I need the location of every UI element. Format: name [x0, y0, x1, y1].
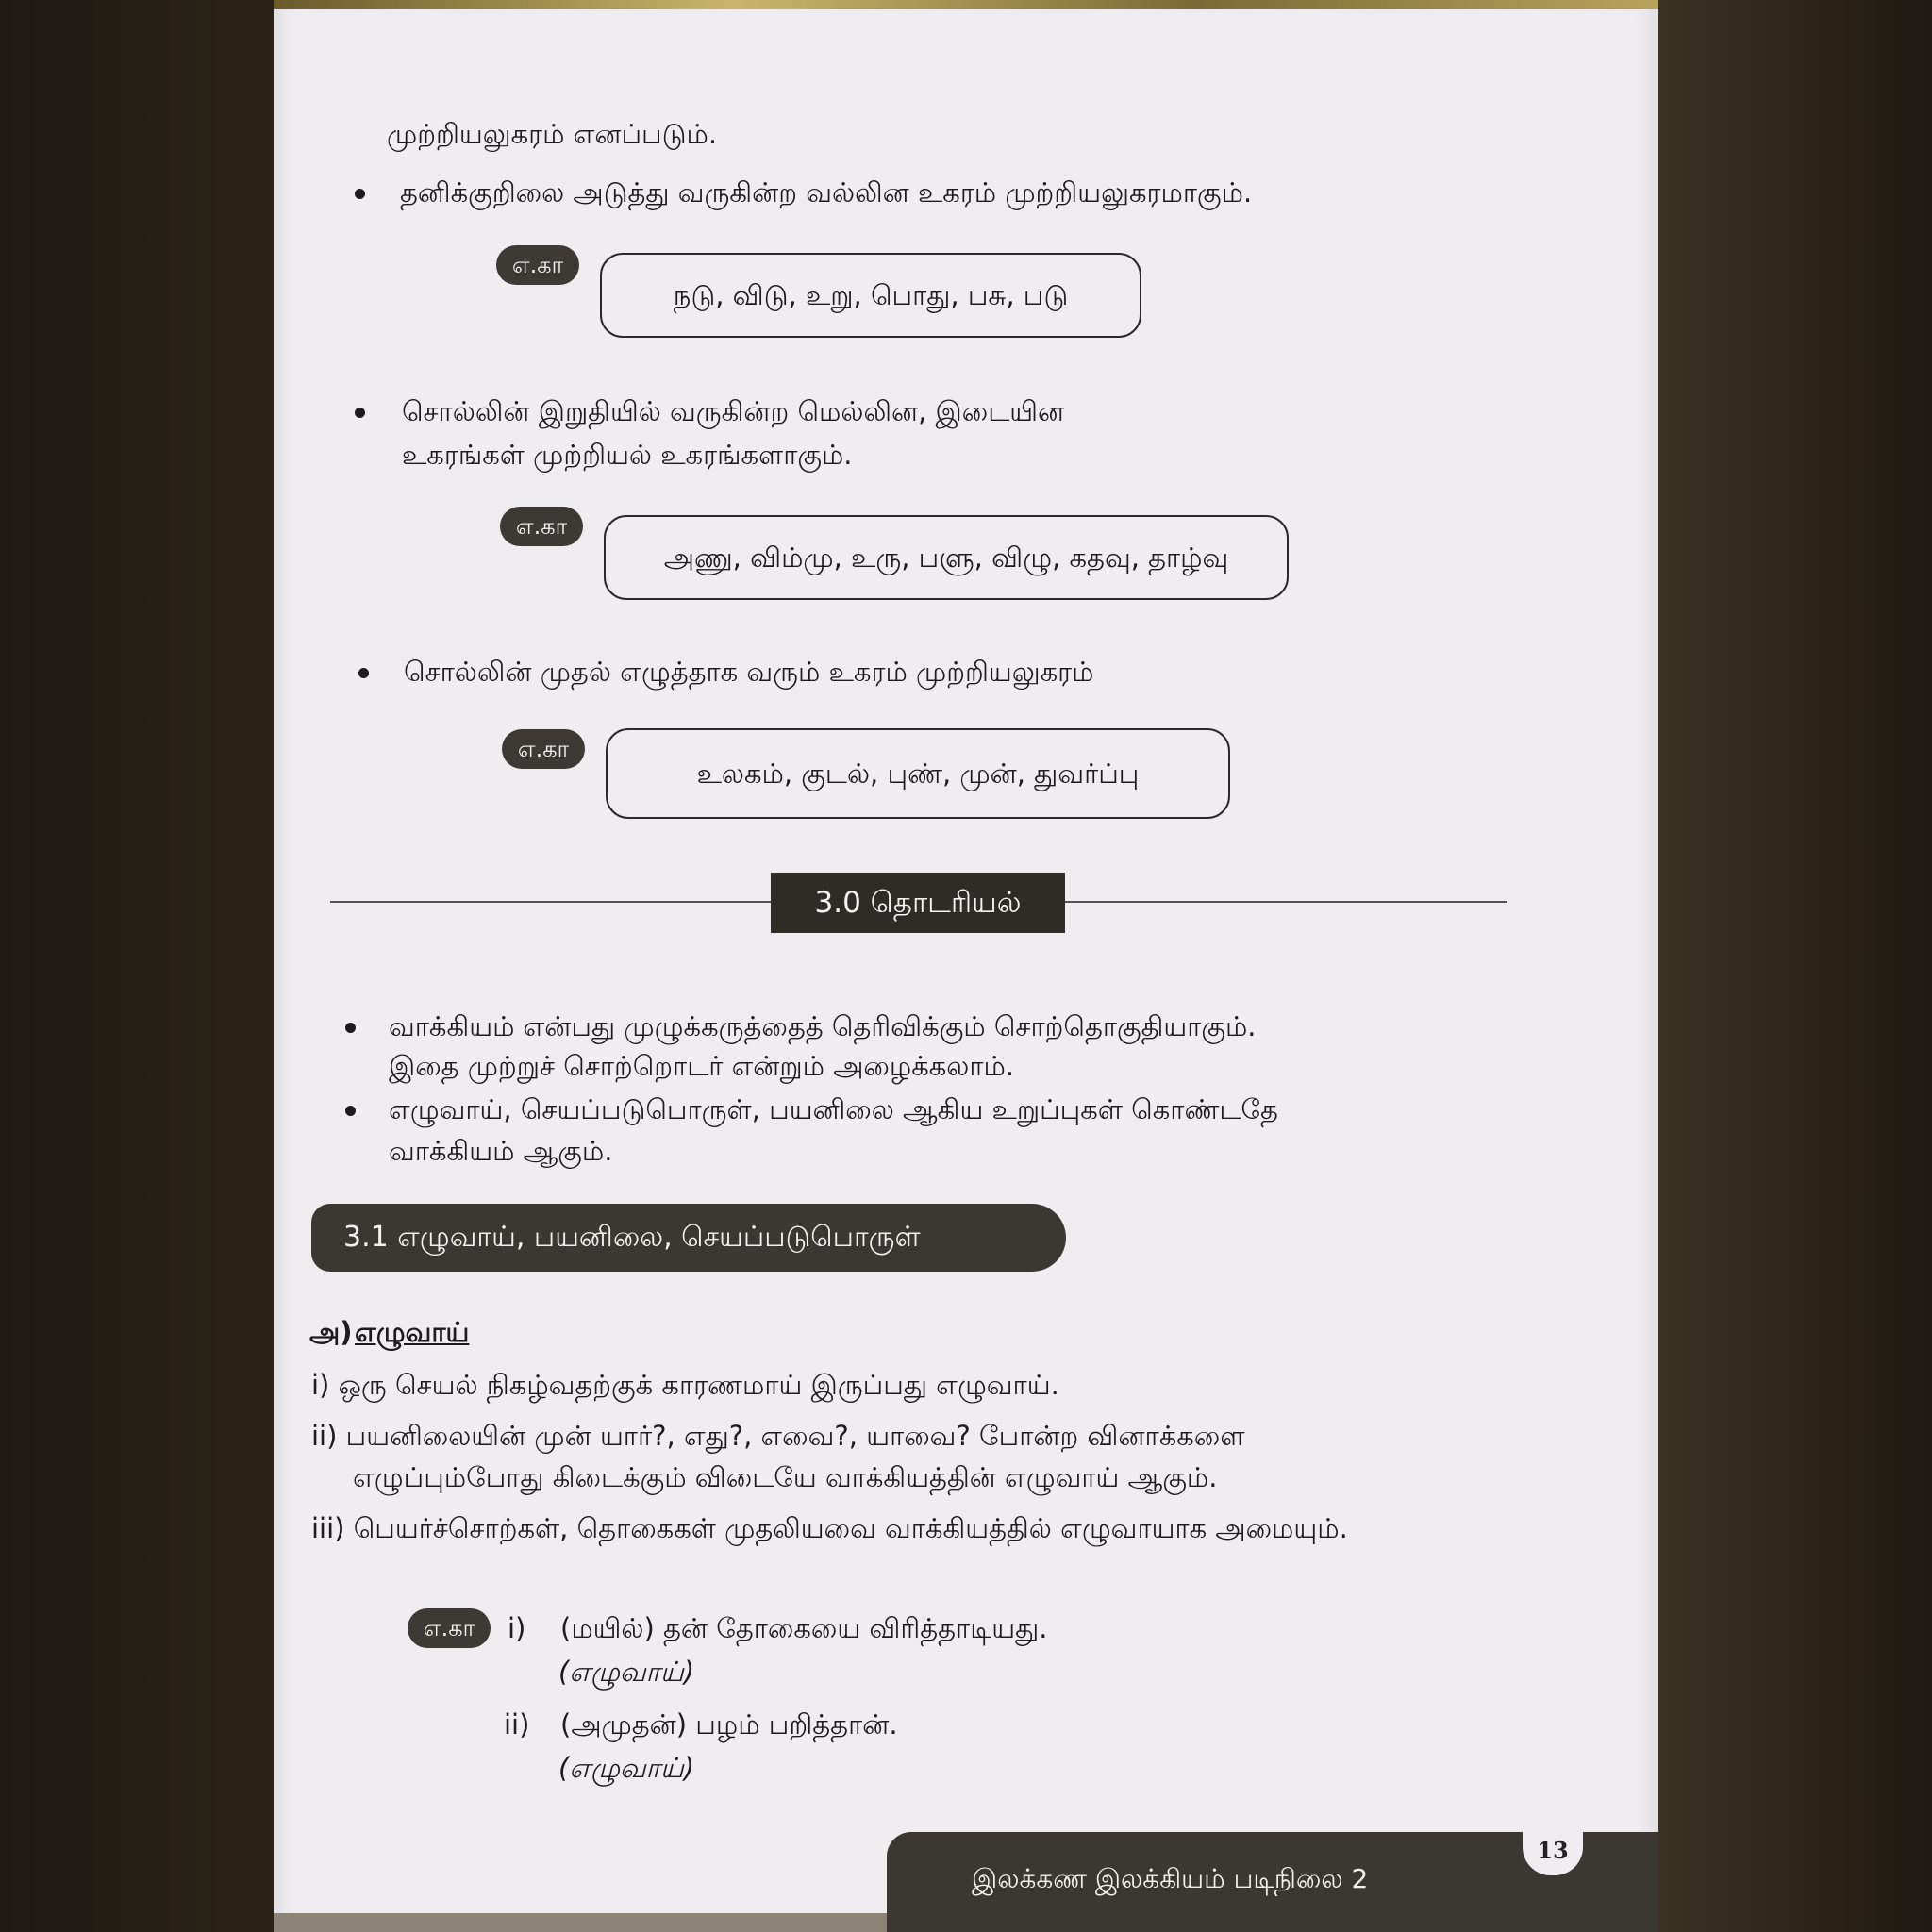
example-badge-2: எ.கா [500, 507, 583, 546]
subheading-a-title: எழுவாய் [355, 1316, 470, 1348]
definition-iii: iii) பெயர்ச்சொற்கள், தொகைகள் முதலியவை வாக்கியத்தில் எழுவாயாக அமையும். [311, 1512, 1348, 1544]
bullet-2-line-1: சொல்லின் இறுதியில் வருகின்ற மெல்லின, இடையின [402, 395, 1065, 427]
definition-ii-line-1: ii) பயனிலையின் முன் யார்?, எது?, எவை?, யாவை? போன்ற வினாக்களை [311, 1420, 1245, 1452]
example-box-3: உலகம், குடல், புண், முன், துவர்ப்பு [606, 728, 1230, 819]
definition-ii-line-2: எழுப்பும்போது கிடைக்கும் விடையே வாக்கியத்தின் எழுவாய் ஆகும். [353, 1461, 1218, 1493]
background-left [0, 0, 274, 1932]
example-ii-note: (எழுவாய்) [558, 1752, 695, 1784]
bottom-edge-strip [274, 1913, 887, 1932]
bullet-2 [355, 408, 365, 418]
example-badge-4: எ.கா [408, 1608, 491, 1648]
definition-i: i) ஒரு செயல் நிகழ்வதற்குக் காரணமாய் இருப்பது எழுவாய். [311, 1369, 1059, 1401]
example-i-note: (எழுவாய்) [558, 1656, 695, 1688]
top-edge-decoration [274, 0, 1658, 9]
example-ii-number: ii) [504, 1708, 530, 1740]
example-i-number: i) [508, 1612, 526, 1644]
bullet-3-text: சொல்லின் முதல் எழுத்தாக வரும் உகரம் முற்றியலுகரம் [404, 656, 1094, 688]
example-ii-text: (அமுதன்) பழம் பறித்தான். [560, 1708, 898, 1740]
bullet-1 [355, 189, 365, 199]
example-box-1: நடு, விடு, உறு, பொது, பசு, படு [600, 253, 1141, 338]
example-badge-1: எ.கா [496, 245, 579, 285]
bullet-1-text: தனிக்குறிலை அடுத்து வருகின்ற வல்லின உகரம் முற்றியலுகரமாகும். [400, 176, 1253, 208]
page-number: 13 [1523, 1826, 1583, 1875]
example-badge-3: எ.கா [502, 729, 585, 769]
subheading-a-prefix: அ) [309, 1316, 353, 1348]
background-right [1658, 0, 1932, 1932]
point-1-line-1: வாக்கியம் என்பது முழுக்கருத்தைத் தெரிவிக்கும் சொற்தொகுதியாகும். [389, 1010, 1257, 1042]
footer-title: இலக்கண இலக்கியம் படிநிலை 2 [972, 1863, 1369, 1894]
subsection-heading: 3.1 எழுவாய், பயனிலை, செயப்படுபொருள் [311, 1204, 1066, 1272]
bullet-2-line-2: உகரங்கள் முற்றியல் உகரங்களாகும். [402, 439, 853, 471]
section-heading: 3.0 தொடரியல் [771, 873, 1065, 933]
bullet-4 [345, 1023, 356, 1033]
paragraph-top: முற்றியலுகரம் எனப்படும். [387, 118, 718, 150]
example-box-2: அணு, விம்மு, உரு, பளு, விழு, கதவு, தாழ்வு [604, 515, 1289, 600]
bullet-5 [345, 1106, 356, 1116]
point-1-line-2: இதை முற்றுச் சொற்றொடர் என்றும் அழைக்கலாம். [389, 1050, 1015, 1082]
point-2-line-2: வாக்கியம் ஆகும். [389, 1135, 613, 1167]
bullet-3 [358, 668, 369, 678]
point-2-line-1: எழுவாய், செயப்படுபொருள், பயனிலை ஆகிய உறுப்புகள் கொண்டதே [389, 1093, 1278, 1125]
example-i-text: (மயில்) தன் தோகையை விரித்தாடியது. [560, 1612, 1048, 1644]
